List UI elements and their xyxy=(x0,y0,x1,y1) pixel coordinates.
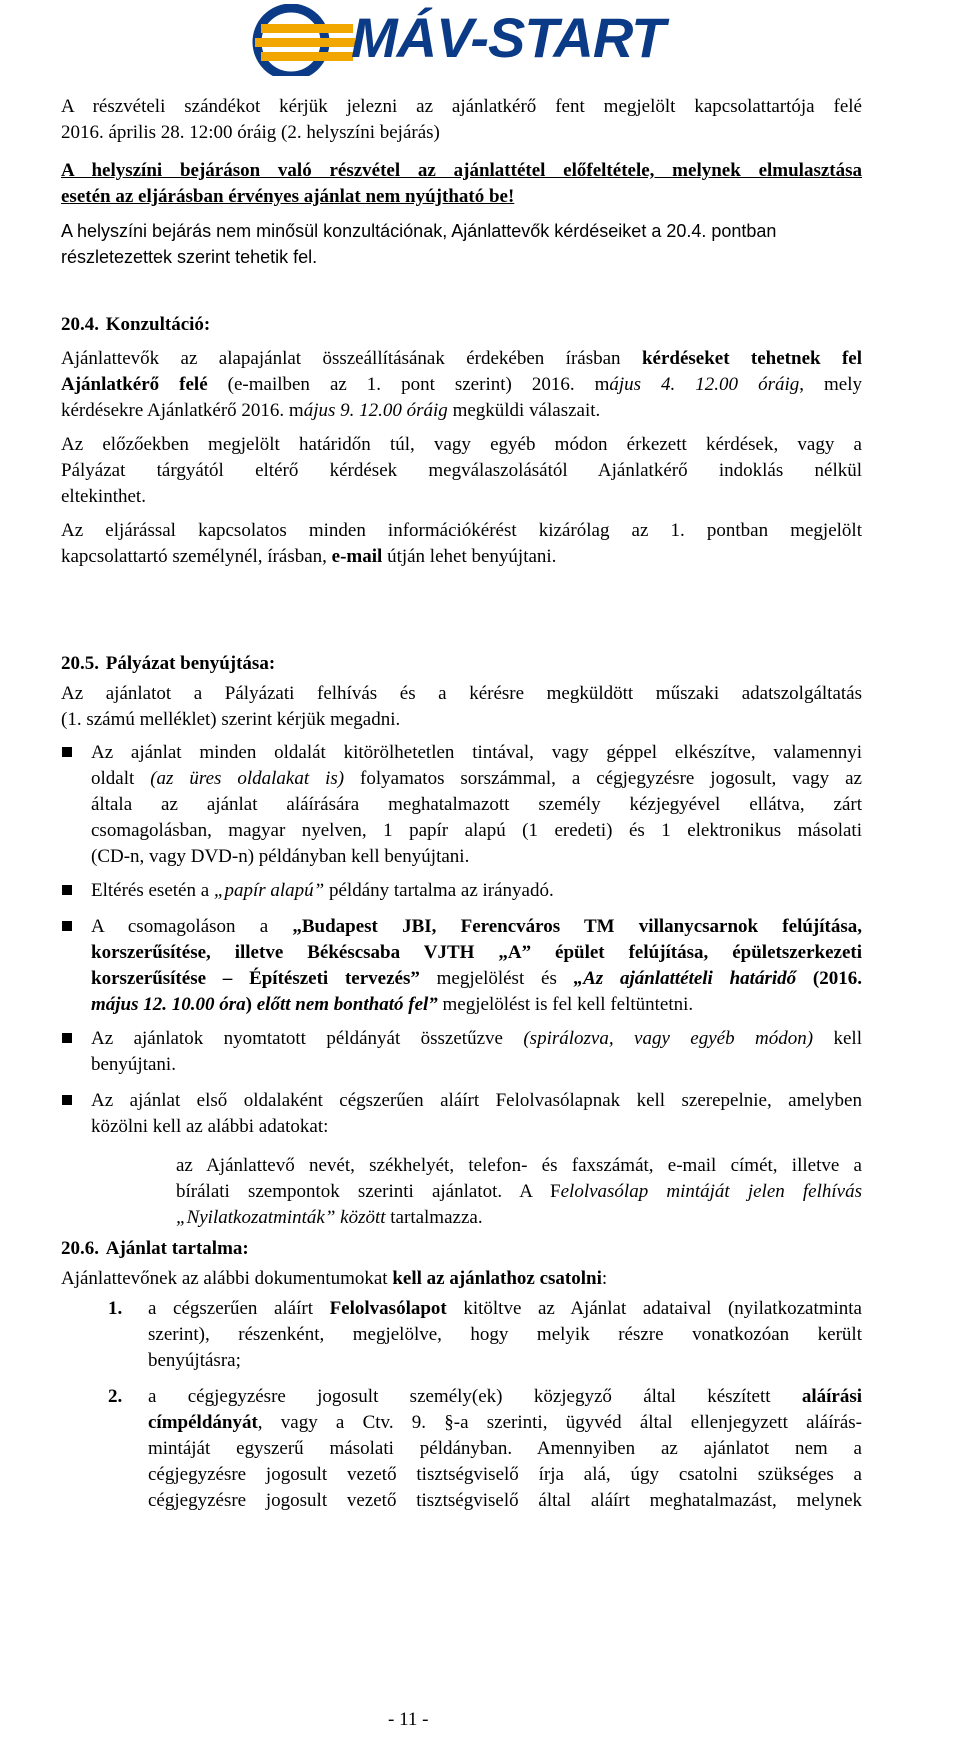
konzultacio-p1-line-1: Ajánlattevők az alapajánlat összeállításának érdekében írásban kérdéseket tehetnek fel xyxy=(61,348,862,369)
bullet-5-line-1: Az ajánlat első oldalaként cégszerűen aláírt Felolvasólapnak kell szerepelnie, amelyben xyxy=(91,1090,862,1111)
section-title: Ajánlat tartalma: xyxy=(105,1238,249,1259)
page-number: - 11 - xyxy=(388,1709,429,1730)
bullet-2-line-1: Eltérés esetén a „papír alapú” példány tartalma az irányadó. xyxy=(91,880,554,901)
bullet-icon xyxy=(62,885,72,895)
section-number: 20.5. xyxy=(61,653,99,674)
benyujtas-p1-line-2: (1. számú melléklet) szerint kérjük megadni. xyxy=(61,709,401,730)
bullet-1-line-1: Az ajánlat minden oldalát kitörölhetetlen tintával, vagy géppel elkészítve, valamennyi xyxy=(91,742,862,763)
benyujtas-p1-line-1: Az ajánlatot a Pályázati felhívás és a kérésre megküldött műszaki adatszolgáltatás xyxy=(61,683,862,704)
bullet-1-line-2: oldalt (az üres oldalakat is) folyamatos sorszámmal, a cégjegyzésre jogosult, vagy az xyxy=(91,768,862,789)
bullet-1-line-4: csomagolásban, magyar nyelven, 1 papír alapú (1 eredeti) és 1 elektronikus másolati xyxy=(91,820,862,841)
section-number: 20.6. xyxy=(61,1238,99,1259)
logo-text: MÁV-START xyxy=(351,6,665,69)
konzultacio-p3-line-1: Az eljárással kapcsolatos minden információkérést kizárólag az 1. pontban megjelölt xyxy=(61,520,862,541)
bullet-3-line-2: korszerűsítése, illetve Békéscsaba VJTH „A” épület felújítása, épületszerkezeti xyxy=(91,942,862,963)
section-20-5-heading xyxy=(61,653,275,675)
note-line-2: részletezettek szerint tehetik fel. xyxy=(61,247,318,267)
logo-emblem-icon xyxy=(247,4,357,76)
indented-line-3: „Nyilatkozatminták” között tartalmazza. xyxy=(176,1207,483,1228)
warning-line-2: esetén az eljárásban érvényes ajánlat nem nyújtható be! xyxy=(61,186,515,207)
item-2-line-4: cégjegyzésre jogosult vezető tisztségviselő írja alá, úgy csatolni szükséges a xyxy=(148,1464,862,1485)
section-number: 20.4. xyxy=(61,314,99,335)
bullet-3-line-3: korszerűsítése – Építészeti tervezés” megjelölést és „Az ajánlattételi határidő (2016. xyxy=(91,968,862,989)
item-1-line-3: benyújtásra; xyxy=(148,1350,241,1371)
section-20-4-heading xyxy=(61,314,210,336)
tartalma-intro: Ajánlattevőnek az alábbi dokumentumokat kell az ajánlathoz csatolni: xyxy=(61,1268,608,1289)
konzultacio-p3-line-2: kapcsolattartó személynél, írásban, e-mail útján lehet benyújtani. xyxy=(61,546,557,567)
bullet-1-line-3: általa az ajánlat aláírására meghatalmazott személy kézjegyével ellátva, zárt xyxy=(91,794,862,815)
konzultacio-p2-line-2: Pályázat tárgyától eltérő kérdések megválaszolásától Ajánlatkérő indoklás nélkül xyxy=(61,460,862,481)
note-line-1: A helyszíni bejárás nem minősül konzultációnak, Ajánlattevők kérdéseiket a 20.4. pontban xyxy=(61,221,777,241)
bullet-icon xyxy=(62,1095,72,1105)
bullet-3-line-4: május 12. 10.00 óra) előtt nem bontható fel” megjelölést is fel kell feltüntetni. xyxy=(91,994,694,1015)
item-1-line-2: szerint), részenként, megjelölve, hogy melyik részre vonatkozóan került xyxy=(148,1324,862,1345)
konzultacio-p1-line-2: Ajánlatkérő felé (e-mailben az 1. pont szerint) 2016. május 4. 12.00 óráig, mely xyxy=(61,374,862,395)
item-2-line-1: a cégjegyzésre jogosult személy(ek) közjegyző által készített aláírási xyxy=(148,1386,862,1407)
section-20-6-heading xyxy=(61,1238,249,1260)
item-2-line-2: címpéldányát, vagy a Ctv. 9. §-a szerinti, ügyvéd által ellenjegyzett aláírás- xyxy=(148,1412,862,1433)
bullet-1-line-5: (CD-n, vagy DVD-n) példányban kell benyújtani. xyxy=(91,846,470,867)
indented-line-2: bírálati szempontok szerinti ajánlatot. A Felolvasólap mintáját jelen felhívás xyxy=(176,1181,862,1202)
indented-line-1: az Ajánlattevő nevét, székhelyét, telefon- és faxszámát, e-mail címét, illetve a xyxy=(176,1155,862,1176)
intro-line-2: 2016. április 28. 12:00 óráig (2. helyszíni bejárás) xyxy=(61,122,440,143)
item-1-line-1: a cégszerűen aláírt Felolvasólapot kitöltve az Ajánlat adataival (nyilatkozatminta xyxy=(148,1298,862,1319)
konzultacio-p1-line-3: kérdésekre Ajánlatkérő 2016. május 9. 12.00 óráig megküldi válaszait. xyxy=(61,400,601,421)
konzultacio-p2-line-3: eltekinthet. xyxy=(61,486,146,507)
konzultacio-p2-line-1: Az előzőekben megjelölt határidőn túl, vagy egyéb módon érkezett kérdések, vagy a xyxy=(61,434,862,455)
bullet-4-line-2: benyújtani. xyxy=(91,1054,176,1075)
list-number: 2. xyxy=(108,1386,123,1407)
bullet-4-line-1: Az ajánlatok nyomtatott példányát összetűzve (spirálozva, vagy egyéb módon) kell xyxy=(91,1028,862,1049)
list-number: 1. xyxy=(108,1298,123,1319)
intro-line-1: A részvételi szándékot kérjük jelezni az ajánlatkérő fent megjelölt kapcsolattartója felé xyxy=(61,96,862,117)
section-title: Konzultáció: xyxy=(105,314,211,335)
item-2-line-3: mintáját egyszerű másolati példányban. Amennyiben az ajánlatot nem a xyxy=(148,1438,862,1459)
mav-start-logo xyxy=(247,4,713,76)
bullet-5-line-2: közölni kell az alábbi adatokat: xyxy=(91,1116,329,1137)
bullet-icon xyxy=(62,747,72,757)
warning-line-1: A helyszíni bejáráson való részvétel az ajánlattétel előfeltétele, melynek elmulasztása xyxy=(61,160,862,181)
bullet-icon xyxy=(62,921,72,931)
bullet-3-line-1: A csomagoláson a „Budapest JBI, Ferencváros TM villanycsarnok felújítása, xyxy=(91,916,862,937)
bullet-icon xyxy=(62,1033,72,1043)
section-title: Pályázat benyújtása: xyxy=(105,653,276,674)
item-2-line-5: cégjegyzésre jogosult vezető tisztségviselő által aláírt meghatalmazást, melynek xyxy=(148,1490,862,1511)
